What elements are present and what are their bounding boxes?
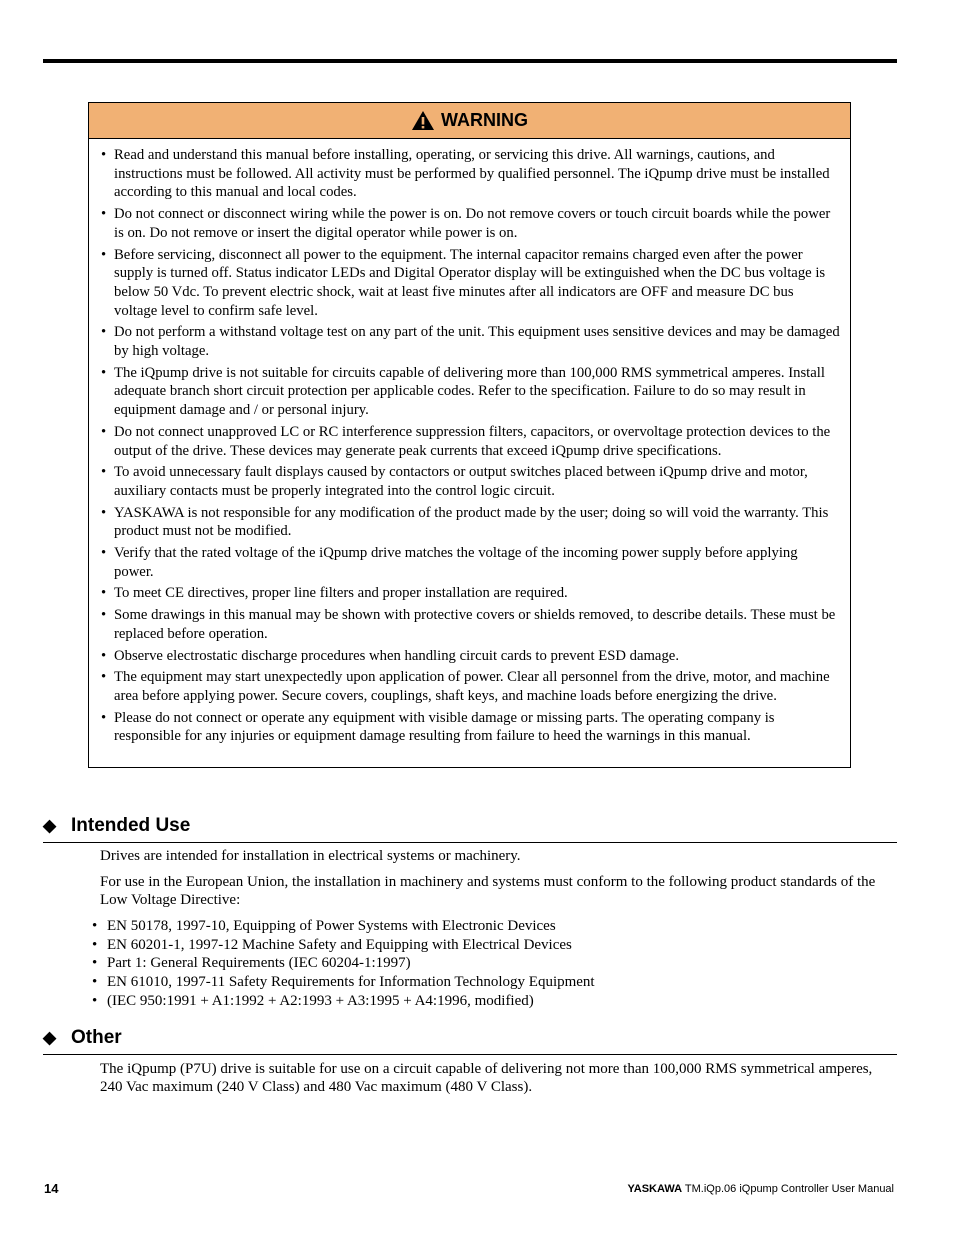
warning-item: • Some drawings in this manual may be shown with protective covers or shields removed, to describe details. These must be replaced before operation. [101, 606, 840, 643]
intended-use-heading [43, 815, 897, 843]
footer-title-text: TM.iQp.06 iQpump Controller User Manual [684, 1183, 894, 1195]
warning-list [89, 139, 850, 746]
footer-brand: YASKAWA [627, 1183, 683, 1195]
warning-item: • Verify that the rated voltage of the iQpump drive matches the voltage of the incoming power supply before applying power. [101, 544, 840, 581]
warning-item: • Do not connect unapproved LC or RC interference suppression filters, capacitors, or overvoltage protection devices to the output of the drive. These devices may generate peak currents that exceed iQpump drive specifications. [101, 423, 840, 460]
warning-item: • Observe electrostatic discharge procedures when handling circuit cards to prevent ESD damage. [101, 647, 840, 666]
warning-item: • The iQpump drive is not suitable for circuits capable of delivering more than 100,000 RMS symmetrical amperes. Install adequate branch short circuit protection per applicable codes. Refer to the specification. Failure to do so may result in equipment damage and / or personal injury. [101, 364, 840, 420]
warning-header [89, 103, 850, 139]
diamond-icon: ◆ [43, 1028, 57, 1047]
standards-list-item: • EN 61010, 1997-11 Safety Requirements for Information Technology Equipment [92, 973, 595, 992]
warning-item: • Do not perform a withstand voltage test on any part of the unit. This equipment uses sensitive devices and may be damaged by high voltage. [101, 323, 840, 360]
page-number: 14 [44, 1181, 59, 1196]
warning-item: • Do not connect or disconnect wiring while the power is on. Do not remove covers or touch circuit boards while the power is on. Do not remove or insert the digital operator while power is on. [101, 205, 840, 242]
standards-list-item: • EN 60201-1, 1997-12 Machine Safety and Equipping with Electrical Devices [92, 936, 595, 955]
standards-list-item: • EN 50178, 1997-10, Equipping of Power Systems with Electronic Devices [92, 917, 595, 936]
intended-use-paragraph-1: Drives are intended for installation in electrical systems or machinery. [100, 848, 521, 864]
warning-triangle-icon [411, 110, 435, 131]
warning-item: • To meet CE directives, proper line filters and proper installation are required. [101, 584, 840, 603]
top-rule [43, 59, 897, 63]
warning-item: • To avoid unnecessary fault displays caused by contactors or output switches placed between iQpump drive and motor, auxiliary contacts must be properly integrated into the control logic circuit. [101, 463, 840, 500]
diamond-icon: ◆ [43, 816, 57, 835]
other-heading [43, 1027, 897, 1055]
warning-item: • Read and understand this manual before installing, operating, or servicing this drive. All warnings, cautions, and instructions must be followed. All activity must be performed by qualified personnel. The iQpump drive must be installed according to this manual and local codes. [101, 146, 840, 202]
section-title: Intended Use [71, 815, 191, 836]
standards-list-item: • Part 1: General Requirements (IEC 60204-1:1997) [92, 954, 595, 973]
warning-title: WARNING [441, 110, 528, 130]
warning-item: • YASKAWA is not responsible for any modification of the product made by the user; doing so will void the warranty. This product must not be modified. [101, 504, 840, 541]
warning-item: • The equipment may start unexpectedly upon application of power. Clear all personnel from the drive, motor, and machine area before applying power. Secure covers, couplings, shaft keys, and machine loads before energizing the drive. [101, 668, 840, 705]
intended-use-paragraph-2: For use in the European Union, the installation in machinery and systems must conform to the following product standards of the Low Voltage Directive: [100, 874, 876, 908]
warning-item: • Before servicing, disconnect all power to the equipment. The internal capacitor remains charged even after the power supply is turned off. Status indicator LEDs and Digital Operator display will be extinguished when the DC bus voltage is below 50 Vdc. To prevent electric shock, wait at least five minutes after all indicators are OFF and measure DC bus voltage level to confirm safe level. [101, 246, 840, 321]
section-title: Other [71, 1027, 122, 1048]
footer-manual-title [627, 1183, 894, 1195]
standards-list-item: • (IEC 950:1991 + A1:1992 + A2:1993 + A3:1995 + A4:1996, modified) [92, 992, 595, 1011]
warning-item: • Please do not connect or operate any equipment with visible damage or missing parts. The operating company is responsible for any injuries or equipment damage resulting from failure to heed the warnings in this manual. [101, 709, 840, 746]
warning-box [88, 102, 851, 768]
standards-list [92, 917, 595, 1011]
other-paragraph: The iQpump (P7U) drive is suitable for use on a circuit capable of delivering not more than 100,000 RMS symmetrical amperes, 240 Vac maximum (240 V Class) and 480 Vac maximum (480 V Class). [100, 1061, 873, 1095]
